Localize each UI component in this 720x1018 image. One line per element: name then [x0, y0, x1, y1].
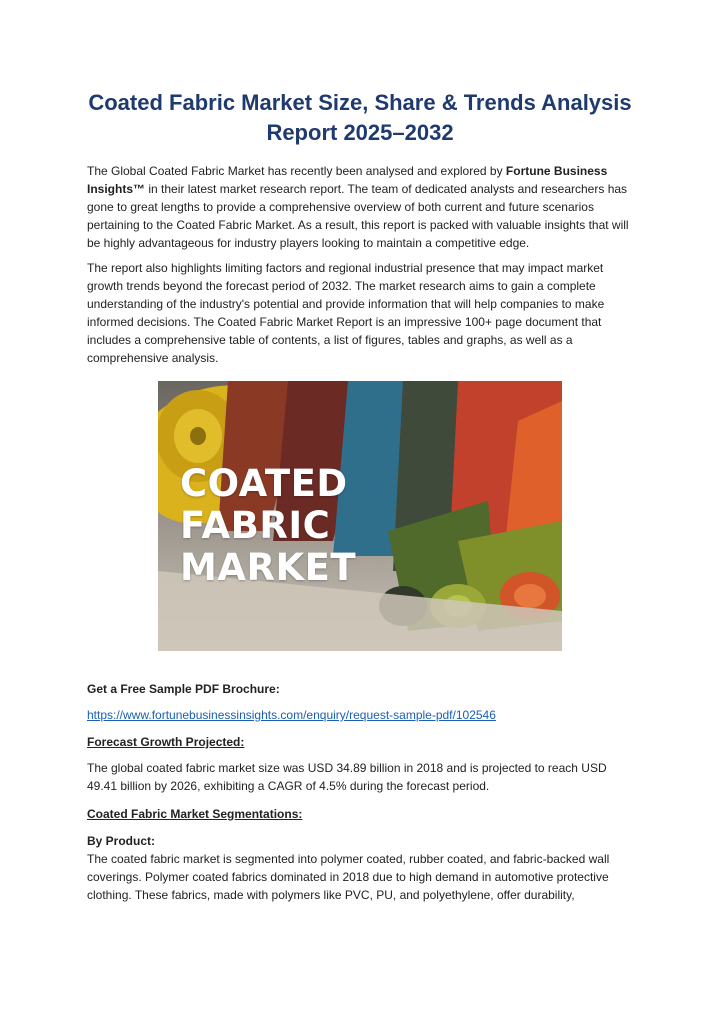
- hero-line-1: COATED: [180, 462, 348, 505]
- sample-heading: Get a Free Sample PDF Brochure:: [87, 682, 280, 696]
- forecast-heading: Forecast Growth Projected:: [87, 735, 245, 749]
- sample-pdf-link[interactable]: https://www.fortunebusinessinsights.com/enquiry/request-sample-pdf/102546: [87, 708, 496, 722]
- hero-line-2: FABRIC: [180, 504, 331, 547]
- page-title: Coated Fabric Market Size, Share & Trends Analysis Report 2025–2032: [88, 90, 632, 145]
- hero-line-3: MARKET: [180, 546, 357, 589]
- intro-text-start: The Global Coated Fabric Market has recently been analysed and explored by: [87, 164, 506, 178]
- hero-overlay-text: [180, 463, 356, 589]
- by-product-paragraph: The coated fabric market is segmented into polymer coated, rubber coated, and fabric-backed wall coverings. Polymer coated fabrics dominated in 2018 due to high demand in automotive protective clothing. These fabrics, made with polymers like PVC, PU, and polyethylene, offer durability,: [87, 852, 610, 902]
- segmentation-heading: Coated Fabric Market Segmentations:: [87, 807, 303, 821]
- hero-image: [158, 381, 562, 651]
- intro-paragraph: [87, 162, 635, 252]
- report-overview-paragraph: The report also highlights limiting factors and regional industrial presence that may impact market growth trends beyond the forecast period of 2032. The market research aims to gain a complete understanding of the industry's potential and provide information that will help companies to make informed decisions. The Coated Fabric Market Report is an impressive 100+ page document that includes a comprehensive table of contents, a list of figures, tables and graphs, as well as a comprehensive analysis.: [87, 261, 605, 365]
- intro-text-end: in their latest market research report. The team of dedicated analysts and researchers has gone to great lengths to provide a comprehensive overview of both current and future scenarios pertaining to the Coated Fabric Market. As a result, this report is packed with valuable insights that will be highly advantageous for industry players looking to maintain a competitive edge.: [87, 182, 629, 250]
- forecast-paragraph: The global coated fabric market size was USD 34.89 billion in 2018 and is projected to reach USD 49.41 billion by 2026, exhibiting a CAGR of 4.5% during the forecast period.: [87, 761, 607, 793]
- by-product-heading: By Product:: [87, 834, 156, 848]
- publisher-name: Fortune Business Insights™: [87, 164, 608, 196]
